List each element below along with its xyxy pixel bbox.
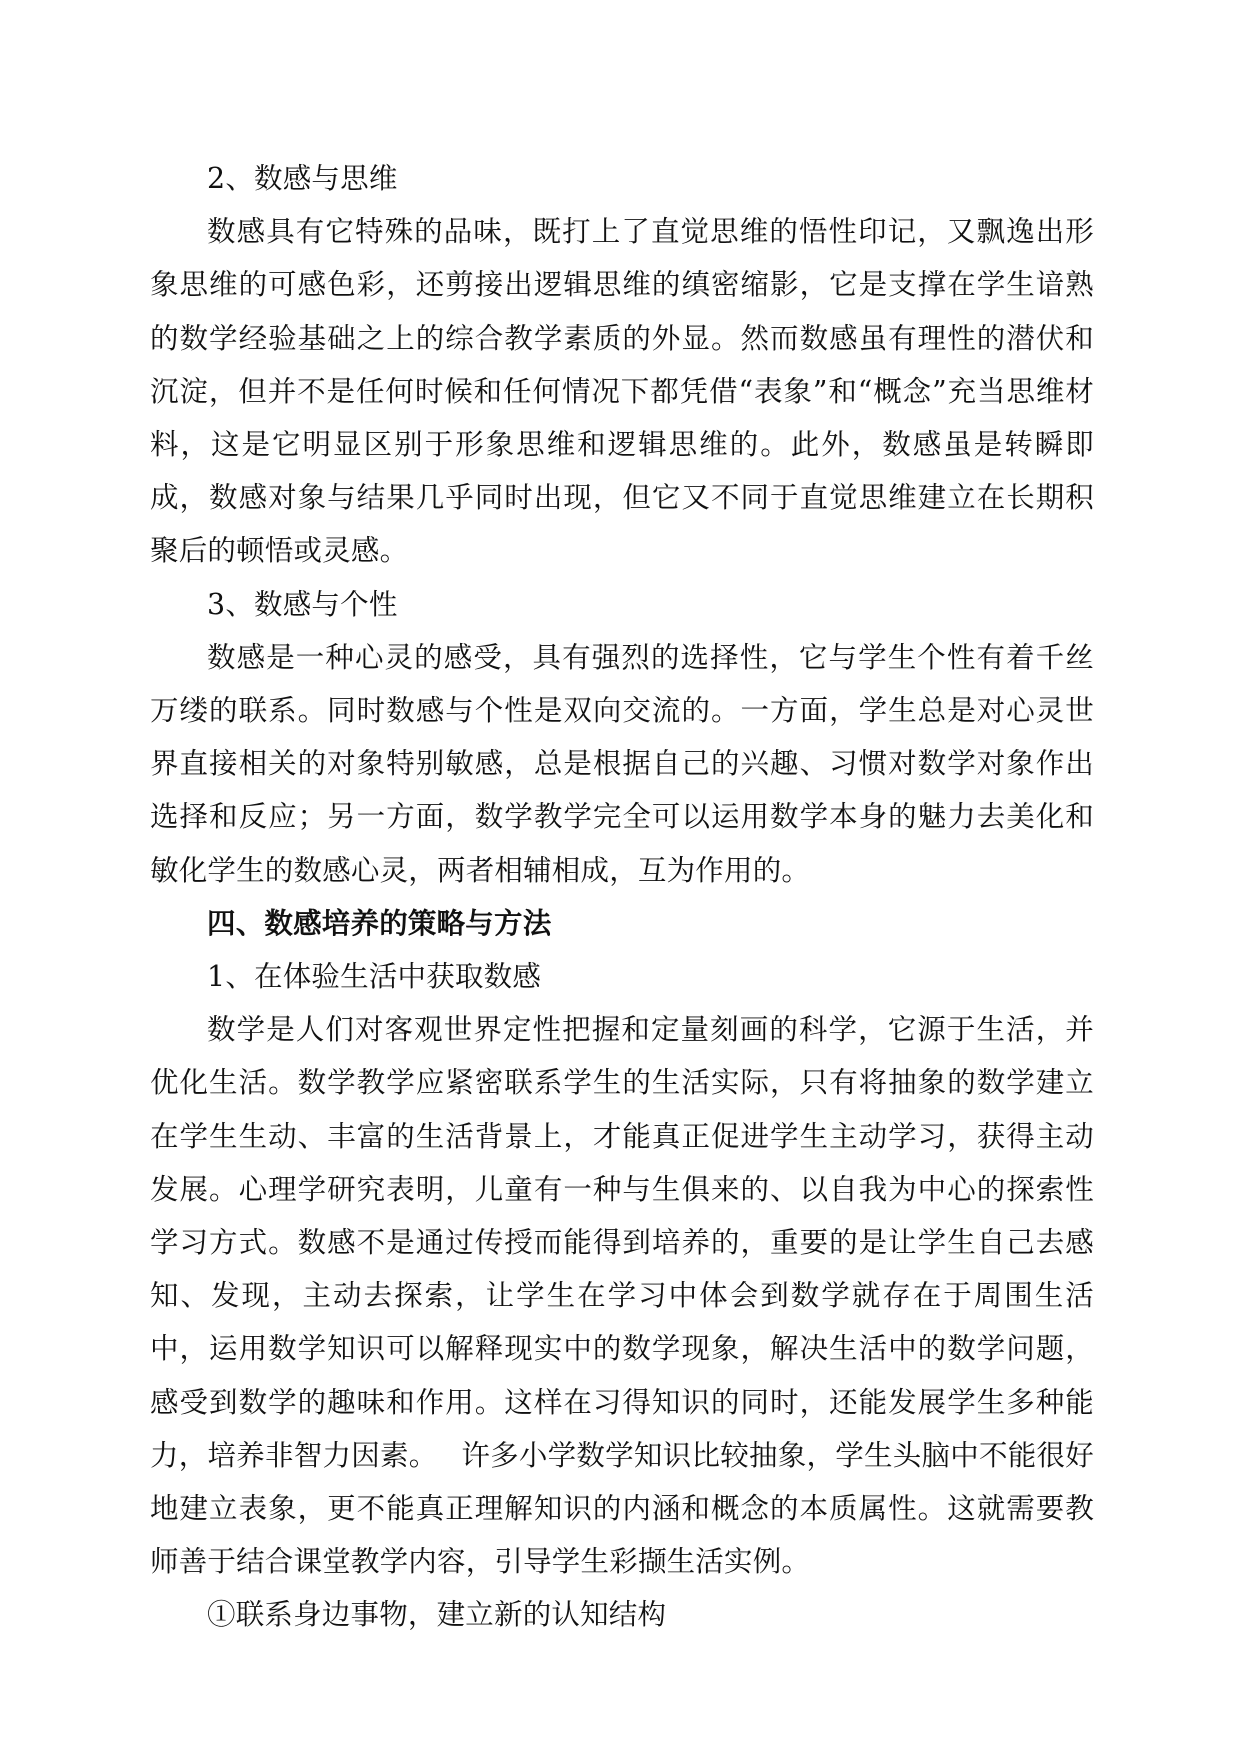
paragraph-number-sense-and-personality: 数感是一种心灵的感受，具有强烈的选择性，它与学生个性有着千丝万缕的联系。同时数感与个性是双向交流的。一方面，学生总是对心灵世界直接相关的对象特别敏感，总是根据自己的兴趣、习惯对数学对象作出选择和反应；另一方面，数学教学完全可以运用数学本身的魅力去美化和敏化学生的数感心灵，两者相辅相成，互为作用的。 — [150, 640, 1094, 887]
list-item-heading-everyday-objects: ①联系身边事物，建立新的认知结构 — [207, 1598, 667, 1632]
subsection-heading-number-sense-and-personality: 3、数感与个性 — [207, 587, 398, 621]
section-heading-strategies-and-methods: 四、数感培养的策略与方法 — [207, 905, 552, 940]
paragraph-number-sense-and-thinking: 数感具有它特殊的品味，既打上了直觉思维的悟性印记，又飘逸出形象思维的可感色彩，还剪接出逻辑思维的缜密缩影，它是支撑在学生谙熟的数学经验基础之上的综合教学素质的外显。然而数感虽有理性的潜伏和沉淀，但并不是任何时候和任何情况下都凭借“表象”和“概念”充当思维材料，这是它明显区别于形象思维和逻辑思维的。此外，数感虽是转瞬即成，数感对象与结果几乎同时出现，但它又不同于直觉思维建立在长期积聚后的顿悟或灵感。 — [150, 215, 1094, 568]
subsection-heading-number-sense-and-thinking: 2、数感与思维 — [207, 162, 398, 195]
document-page — [150, 152, 1094, 1642]
subsection-heading-life-experience: 1、在体验生活中获取数感 — [207, 960, 542, 994]
paragraph-life-experience: 数学是人们对客观世界定性把握和定量刻画的科学，它源于生活，并优化生活。数学教学应紧密联系学生的生活实际，只有将抽象的数学建立在学生生动、丰富的生活背景上，才能真正促进学生主动学习，获得主动发展。心理学研究表明，儿童有一种与生俱来的、以自我为中心的探索性学习方式。数感不是通过传授而能得到培养的，重要的是让学生自己去感知、发现，主动去探索，让学生在学习中体会到数学就存在于周围生活中，运用数学知识可以解释现实中的数学现象，解决生活中的数学问题，感受到数学的趣味和作用。这样在习得知识的同时，还能发展学生多种能力，培养非智力因素。 许多小学数学知识比较抽象，学生头脑中不能很好地建立表象，更不能真正理解知识的内涵和概念的本质属性。这就需要教师善于结合课堂教学内容，引导学生彩撷生活实例。 — [150, 1013, 1094, 1579]
